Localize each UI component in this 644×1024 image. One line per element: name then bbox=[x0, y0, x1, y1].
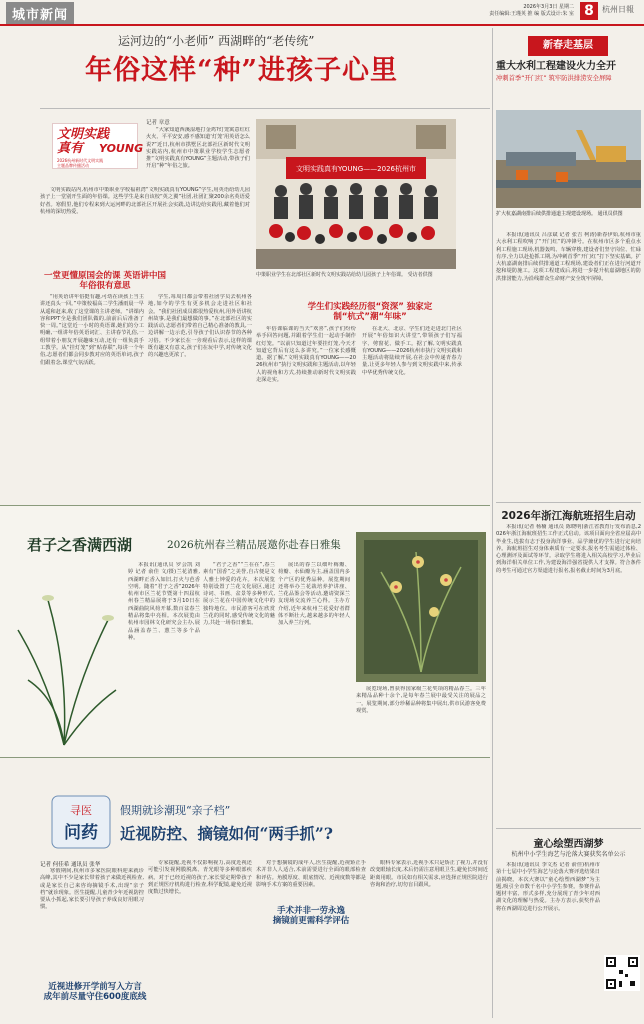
right-rule-2 bbox=[496, 828, 641, 829]
lead-col-1: “用英语讲年俗挺有趣,可幼在读孩上当主讲还真头一回。”中策校福高二学生潘雨晨一早从遥和赶来,收了这堂课的主讲老师。“讲课内容和PPT全是我们团队做的,前前后后准备了快一周。”这堂近一小时的英语课,她们的分工明确,一组讲年俗英语词汇、主讲春节礼俗,一组带着小朋友开展趣味互动,还有一组负责手工教学。从“挂灯笼”到“贴春联”,每讲一个年俗,志愿者们都会同步教对应的英语单词,孩子们跟着念,课堂气氛活跃。 bbox=[40, 294, 144, 366]
right-headline-1: 重大水利工程建设火力全开 bbox=[496, 61, 616, 72]
right-headline-2: 2026年浙江海航班招生启动 bbox=[501, 510, 636, 522]
qr-code-icon bbox=[604, 955, 640, 991]
lead-photo bbox=[256, 119, 456, 269]
page-number: 8 bbox=[580, 2, 598, 20]
badge-main: 问药 bbox=[64, 823, 98, 843]
lead-subhead-2: 学生们实践经历很“资深” 独家定制“杭式”潮“年味” bbox=[307, 302, 433, 322]
health-badge bbox=[50, 794, 112, 850]
right-photo-caption: 扩大杭嘉湖南排后续供排通道主现建设现场。 通讯员供图 bbox=[496, 211, 623, 217]
health-col-3a: 对于想摘镜的成年人,医生提醒,近视矫正手术并非人人适合,术前需要进行全面的眼部检查和评估。角膜厚度、眼底情况、近视度数等都是影响手术方案的重要因素。 bbox=[256, 860, 366, 888]
health-byline: 记者 何佳希 通讯员 张华 bbox=[40, 862, 101, 868]
orchid-col-1: 本报讯(通讯员 罗会凯 刘婷 记者 俞佳 文/摄)兰花清雅,西湖畔正香入如旧,打火与芭香空明。随着“君子之香”2026年杭州市区兰花节暨第十四届杭州春兰精品展将于3月10日在西湖曲院风荷开幕,数百盆春兰精品将集中亮相。本次展览由杭州市园林文化研究会主办,展品涵盖春兰、蕙兰等多个品种。 bbox=[128, 562, 200, 641]
right-headline-3: 童心绘塑西湖梦 bbox=[533, 839, 604, 850]
right-subhead-3: 杭州中小学生海艺与沦落大赛获奖名单公示 bbox=[511, 851, 626, 858]
brand-sub: 2026杭州新时代文明实践 主题品牌传播活动 bbox=[57, 158, 104, 168]
lead-left-para: 文明实践站内,杭州市中策职业学校福祖湾“文明实践真有YOUNG”学生,用英语给幼儿园孩子上一堂别开生面的年俗课。这些学生是来自该校“英之翼”社团,社团汇聚200余名英语爱好者。寒假里,他们专程来到大运河畔的北部社区开展社会实践,边讲边给实践用,藏着他们对杭州的深切热爱。 bbox=[40, 187, 250, 215]
orchid-subtitle: 2026杭州春兰精品展邀你赴春日雅集 bbox=[167, 539, 341, 551]
right-subhead-1: 冲刺首季“开门红” 筑牢防洪排涝安全屏障 bbox=[496, 75, 612, 82]
lead-headline: 年俗这样“种”进孩子心里 bbox=[85, 55, 399, 86]
orchid-top-rule bbox=[0, 505, 490, 506]
lead-kicker: 运河边的“小老师” 西湖畔的“老传统” bbox=[118, 34, 315, 48]
health-col-1: 寒假期间,杭州市多家医院眼科迎来就诊高峰,其中不少是家长带着孩子来做近视检查,或是家长自己来咨询摘镜手术,出现“亲子档”就诊现象。医生提醒,儿童青少年近视防控要从小抓起,家长要引导孩子养成良好用眼习惯。 bbox=[40, 868, 144, 911]
orchid-bottom-rule bbox=[0, 757, 490, 758]
lead-col-4: 在北大、北京、学生们还走进北门社区开展“年俗知识大讲堂”,带领孩子们写福字、剪窗花、做手工。据了解,文明实践真有YOUNG——2026杭州市执行文明实践和主题活动将陆续开展,在社会中传递青春力量,让更多年轻人参与到文明实践中来,传承中华优秀传统文化。 bbox=[362, 326, 462, 376]
brand-en: YOUNG bbox=[99, 142, 144, 155]
brand-logo bbox=[52, 123, 144, 169]
right-rule-1 bbox=[496, 502, 641, 503]
photo-banner-text: 文明实践真有YOUNG——2026杭州市 bbox=[295, 165, 417, 173]
right-column-banner: 新春走基层 bbox=[528, 36, 608, 56]
orchid-photo-caption: 展览现场,曾获得国家级兰花奖项的精品春兰。三年来精品品种十余个,是每年春兰展中最受关注的展品之一。展览期间,部分珍稀品种将集中展出,供市民游客免费观赏。 bbox=[356, 686, 486, 714]
orchid-illustration bbox=[8, 560, 120, 750]
orchid-photo bbox=[356, 532, 486, 682]
right-body-3: 本报讯(通讯员 李文杰 记者 俞佳)杭州市第十七届中小学生海艺与沦落大赛评选结果日前揭晓。本次大赛以“童心绘塑西湖梦”为主题,吸引全市数千名中小学生参赛。参赛作品题材丰富、形式多样,充分展现了青少年对西湖文化的理解与热爱。主办方表示,获奖作品将在西湖周边进行公开展示。 bbox=[496, 862, 600, 912]
lead-byline: 记者 章意 bbox=[146, 120, 170, 126]
lead-intro: “大家知道西溪湿地打金鸡?灯笼寓意红红火火、平平安安,感不感知道‘灯笼’用英语怎么说?”近日,杭州市拱墅区北部社区新时代文明实践站内,杭州市中策职业学校学生志愿者推“文明实践真有YOUNG”主题活动,带孩子们开启“种”年俗之旅。 bbox=[146, 127, 250, 170]
health-headline: 近视防控、摘镜如何“两手抓”? bbox=[120, 824, 333, 843]
badge-top: 寻医 bbox=[70, 804, 92, 817]
health-col-2: 专家提醒,近视不仅影响视力,高度近视还可能引发视网膜脱离、青光眼等多种眼部疾病。对于已经近视的孩子,家长要定期带孩子到正规医疗机构进行检查,科学配镜,避免近视度数过快增长。 bbox=[148, 860, 252, 896]
construction-photo bbox=[496, 110, 641, 208]
lead-photo-caption: 中策职业学生在北部社区新时代文明实践站给幼儿园孩子上年俗课。 受访者供图 bbox=[256, 272, 433, 278]
orchid-col-3: 展出的春兰以细叶梅瓣、荷瓣、水仙瓣为主,涵盖国内多个产区的优秀品种。展览期间还将举办兰花栽培养护讲座、兰花品鉴会等活动,邀请资深兰友现场交流养兰心得。主办方介绍,近年来杭州兰花爱好者群体不断壮大,越来越多的年轻人加入养兰行列。 bbox=[278, 562, 350, 627]
column-divider bbox=[492, 28, 493, 1018]
health-col-4: 眼科专家表示,近视手术只是矫正了视力,并没有改变眼轴长度,术后仍需注意用眼卫生,避免长时间近距离用眼。市民如有相关需求,应选择正规医院进行咨询和治疗,切勿盲目跟风。 bbox=[370, 860, 488, 888]
paper-name: 杭州日報 bbox=[602, 5, 634, 14]
lead-subhead-1: 一堂更懂原国会的课 英语讲中国年俗很有意思 bbox=[44, 271, 166, 291]
health-kicker: 假期就诊潮现“亲子档” bbox=[120, 804, 231, 817]
editors-line: 责任编辑:王瑾英 推 编 版式设计:朱 室 bbox=[489, 10, 574, 17]
health-subhead-1: 近视进修开学前写入方言 成年前尽量守住600度底线 bbox=[43, 982, 147, 1002]
lead-rule bbox=[40, 108, 490, 109]
right-body-1: 本报讯(通讯员 吕彦斌 记者 张吉 柯涛)新春伊始,杭州市重大水利工程吹响了“开门红”的冲锋号。在杭州市区多个重点水利工程施工现场,机器轰鸣、车辆穿梭,建设者们坚守岗位、忙碌有序,全力以赴抢抓工期,为冲刺首季“开门红”打下坚实基础。扩大杭嘉湖南排后续供排通道工程现场,建设者们正在进行河道开挖和堤防施工。这项工程建成后,将进一步提升杭嘉湖地区的防洪排涝能力,为沿线群众生命财产安全筑牢屏障。 bbox=[496, 232, 641, 282]
lead-col-3: 年俗课临课的当天“欢喜”,孩子们纷纷举手回答问题,并跟着学生们一起动手制作红灯笼。“以前只知道过年要挂灯笼,今天才知道它背后有这么多讲究。”一位家长感慨道。据了解,“文明实践真有YOUNG——2026杭州市”执行文明实践和主题活动,以年轻人的视角和方式,持续推动新时代文明实践走深走实。 bbox=[256, 326, 356, 384]
right-body-2: 本报讯(记者 杨楠 通讯员 陈晓明)浙江省教育厅发布消息,2026年浙江海航班招生工作正式启动。该项目面向全省应届高中毕业生,选拔有志于投身海洋事业、品学兼优的学生进行定向培养。海航班招生对身体素质有一定要求,报名考生需通过体检、心理测评及面试等环节。录取学生将进入相关高校学习,毕业后到海洋相关单位工作,为建设海洋强省提供人才支撑。符合条件的考生可通过官方渠道进行报名,报名截止时间为3月底。 bbox=[496, 524, 641, 574]
masthead-rule bbox=[0, 24, 644, 26]
brand-cn: 文明实践 真有 bbox=[57, 127, 110, 156]
date-line: 2026年3月3日 星期二 bbox=[523, 4, 574, 10]
lead-col-2: 学生,每周日都会带着社团学员去杭州各地,如今的学生有更多机会走进社区和社会。“我们社团成员都很热爱杭州,用外语讲杭州故事,是我们最想做的事。”在北部社区的实践活动,志愿者们带着自己精心准备的教具,一边讲解一边示范,引导孩子们认识春节的各种习俗。不少家长在一旁观看后表示,这样的课既有趣又有意义,孩子们在玩中学,对传统文化的兴趣也更浓了。 bbox=[148, 294, 252, 359]
orchid-col-2: “君子之香”“兰在在”,春兰素有“国香”之美誉,自古便是文人雅士钟爱的花卉。本次展览特别设置了兰花文化展区,通过诗词、书画、盆景等多种形式,展示兰花在中国传统文化中的独特地位。市民游客可在欣赏兰花的同时,感受传统文化的魅力,共赴一场春日雅集。 bbox=[203, 562, 275, 627]
section-title: 城市新闻 bbox=[6, 2, 74, 25]
orchid-title: 君子之香满西湖 bbox=[27, 536, 133, 554]
health-subhead-2: 手术并非一劳永逸 摘镜前更需科学评估 bbox=[272, 906, 350, 926]
issue-meta bbox=[489, 4, 574, 17]
